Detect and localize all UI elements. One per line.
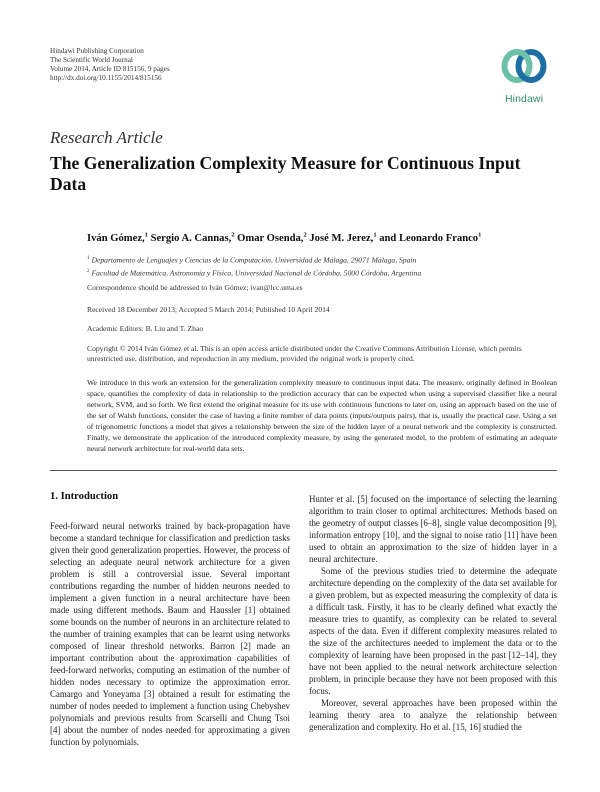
journal-header bbox=[50, 47, 170, 83]
author: Iván Gómez,$^1$ bbox=[87, 231, 148, 244]
author-list bbox=[87, 231, 481, 244]
affiliation: $^2$ Facultad de Matemática, Astronomía y Física, Universidad Nacional de Córdoba, 5000 Córdoba, Argentina bbox=[87, 267, 422, 278]
volume-info: Volume 2014, Article ID 815156, 9 pages bbox=[50, 65, 170, 74]
author: Sergio A. Cannas,$^2$ bbox=[150, 231, 235, 244]
hindawi-logo bbox=[492, 44, 556, 104]
academic-editors: Academic Editors: B. Liu and T. Zhao bbox=[87, 324, 204, 333]
author: and Leonardo Franco$^1$ bbox=[379, 231, 482, 244]
paragraph: Hunter et al. [5] focused on the importance of selecting the learning algorithm to train closer to optimal architectures. Methods based on the geometry of output classes [6–8], single value decomposition [9], information entropy [10], and the signal to noise ratio [11] have been used to obtain an approximation to the size of hidden layer in a neural architecture. bbox=[309, 494, 557, 564]
hindawi-logo-text: Hindawi bbox=[504, 93, 544, 105]
affiliation: $^1$ Departamento de Lenguajes y Ciencias de la Computación, Universidad de Málaga, 29071 Málaga, Spain bbox=[87, 255, 417, 265]
journal-name: The Scientific World Journal bbox=[50, 56, 133, 65]
hindawi-logo-icon bbox=[498, 44, 550, 88]
author: Omar Osenda,$^2$ bbox=[237, 231, 307, 244]
abstract: We introduce in this work an extension for the generalization complexity measure to continuous input data. The measure, originally defined in Boolean space, quantifies the complexity of data in relationship to the prediction accuracy that can be expected when using a supervised classifier like a neural network, SVM, and so forth. We first extend the original measure for its use with continuous functions to later on, using an approach based on the use of the set of Walsh functions, consider the case of having a finite number of data points (inputs/outputs pairs), that is, usually the practical case. Using a set of trigonometric functions a model that gives a relationship between the size of the hidden layer of a neural network and the complexity is constructed. Finally, we demonstrate the application of the introduced complexity measure, by using the generated model, to the problem of estimating an adequate neural network architecture for real-world data sets. bbox=[87, 378, 557, 453]
correspondence: Correspondence should be addressed to Iván Gómez; ivan@lcc.uma.es bbox=[87, 283, 303, 292]
body-column-right bbox=[309, 493, 557, 733]
section-divider bbox=[50, 470, 557, 471]
section-heading: 1. Introduction bbox=[50, 491, 119, 502]
copyright-notice: Copyright © 2014 Iván Gómez et al. This is an open access article distributed under the Creative Commons Attribution License, which permits unrestricted use, distribution, and reproduction in any medium, provided the original work is properly cited. bbox=[87, 344, 522, 364]
paragraph: Moreover, several approaches have been proposed within the learning theory area to analyze the relationship between generalization and complexity. Ho et al. [15, 16] studied the bbox=[309, 698, 557, 732]
article-type: Research Article bbox=[50, 128, 163, 147]
article-title: The Generalization Complexity Measure for Continuous Input Data bbox=[50, 153, 521, 194]
paragraph: Some of the previous studies tried to determine the adequate architecture depending on the complexity of the data set available for a given problem, but as expected measuring the complexity of data is a difficult task. Firstly, it has to be clearly defined what exactly the measure tries to quantify, as complexity can be related to several aspects of the data. Even if different complexity measures related to the size of the architectures needed to implement the data or to the complexity of learning have been proposed in the past [12–14], they have not been applied to the neural network architecture selection problem, in principle because they have not been proposed with this focus. bbox=[309, 566, 557, 696]
paragraph: Feed-forward neural networks trained by back-propagation have become a standard technique for classification and prediction tasks given their good generalization properties. However, the process of selecting an adequate neural network architecture for a given problem is still a controversial issue. Several important contributions regarding the number of hidden neurons needed to implement a given function in a neural architecture have been made using different methods. Baum and Haussler [1] obtained some bounds on the number of neurons in an architecture related to the number of training examples that can be learnt using networks composed of linear threshold networks. Barron [2] made an important contribution about the approximation capabilities of feed-forward networks, computing an estimation of the number of hidden nodes necessary to optimize the approximation error. Camargo and Yoneyama [3] obtained a result for estimating the number of nodes needed to implement a function using Chebyshev polynomials and previous results from Scarselli and Chung Tsoi [4] about the number of nodes needed for approximating a given function by polynomials. bbox=[50, 521, 290, 747]
body-column-left bbox=[50, 520, 290, 748]
doi-link[interactable]: http://dx.doi.org/10.1155/2014/815156 bbox=[50, 74, 162, 83]
author: José M. Jerez,$^1$ bbox=[309, 231, 377, 244]
article-dates: Received 18 December 2013; Accepted 5 March 2014; Published 10 April 2014 bbox=[87, 305, 330, 314]
publisher-name: Hindawi Publishing Corporation bbox=[50, 47, 144, 55]
affiliations bbox=[87, 253, 421, 278]
